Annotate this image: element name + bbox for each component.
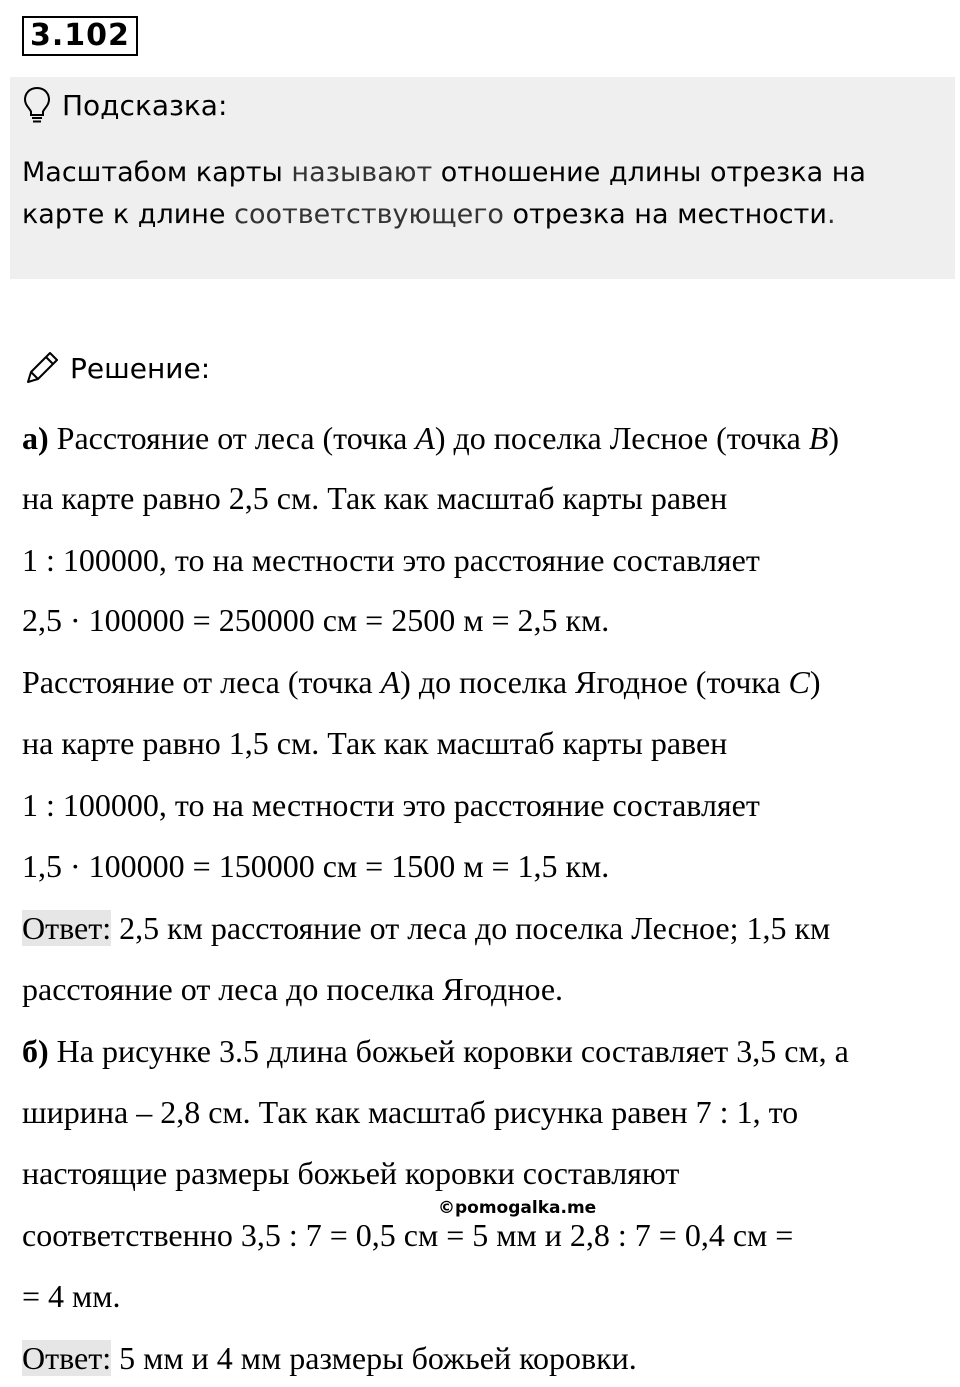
solution-line: ширина – 2,8 см. Так как масштаб рисунка равен 7 : 1, то: [22, 1094, 799, 1130]
answer-label: Ответ:: [22, 1340, 112, 1376]
part-b-label: б): [22, 1033, 49, 1069]
point-label: A: [380, 664, 401, 700]
solution-line: соответственно 3,5 : 7 = 0,5 см = 5 мм и 2,8 : 7 = 0,4 см =: [22, 1217, 794, 1253]
lightbulb-icon: [22, 86, 52, 124]
hint-text-part: называют: [282, 157, 441, 188]
hint-definition-end: отрезка на местности: [512, 199, 827, 230]
text-fragment: ): [828, 420, 840, 456]
solution-line: 1,5 · 100000 = 150000 см = 1500 м = 1,5 км.: [22, 848, 610, 884]
text-fragment: ) до поселка Ягодное (точка: [400, 664, 789, 700]
text-fragment: ): [809, 664, 821, 700]
hint-text: [22, 152, 932, 236]
solution-line: [22, 416, 839, 460]
hint-definition: отношение длины отрезка на карте к длине: [22, 157, 866, 230]
text-fragment: Расстояние от леса (точка: [22, 664, 381, 700]
hint-text-part: .: [826, 199, 836, 230]
hint-text-part: соответствующего: [225, 199, 513, 230]
solution-line: [22, 660, 821, 704]
solution-line: настоящие размеры божьей коровки составляют: [22, 1155, 680, 1191]
watermark: ©pomogalka.me: [438, 1198, 597, 1218]
answer-line: [22, 906, 830, 950]
task-number: 3.102: [22, 16, 138, 56]
point-label: C: [788, 664, 810, 700]
text-fragment: ) до поселка Лесное (точка: [434, 420, 809, 456]
solution-line: 2,5 · 100000 = 250000 см = 2500 м = 2,5 км.: [22, 602, 610, 638]
solution-title: Решение:: [70, 351, 211, 385]
text-fragment: На рисунке 3.5 длина божьей коровки составляет 3,5 см, а: [48, 1033, 849, 1069]
text-fragment: Расстояние от леса (точка: [56, 420, 416, 456]
text-fragment: 5 мм и 4 мм размеры божьей коровки.: [111, 1340, 637, 1376]
solution-line: 1 : 100000, то на местности это расстояние составляет: [22, 542, 760, 578]
answer-label: Ответ:: [22, 910, 112, 946]
solution-line: на карте равно 1,5 см. Так как масштаб карты равен: [22, 725, 728, 761]
text-fragment: 2,5 км расстояние от леса до поселка Лесное; 1,5 км: [111, 910, 831, 946]
solution-line: = 4 мм.: [22, 1278, 121, 1314]
solution-line: [22, 1029, 849, 1073]
hint-title: Подсказка:: [62, 88, 228, 122]
answer-line: [22, 1336, 637, 1380]
solution-header: [22, 346, 210, 390]
point-label: B: [808, 420, 829, 456]
solution-line: расстояние от леса до поселка Ягодное.: [22, 971, 564, 1007]
hint-term: Масштабом карты: [22, 157, 283, 188]
part-a-label: а): [22, 420, 49, 456]
hint-header: [22, 84, 227, 126]
solution-line: на карте равно 2,5 см. Так как масштаб карты равен: [22, 480, 728, 516]
pencil-icon: [22, 348, 62, 388]
solution-line: 1 : 100000, то на местности это расстояние составляет: [22, 787, 760, 823]
point-label: A: [415, 420, 435, 456]
